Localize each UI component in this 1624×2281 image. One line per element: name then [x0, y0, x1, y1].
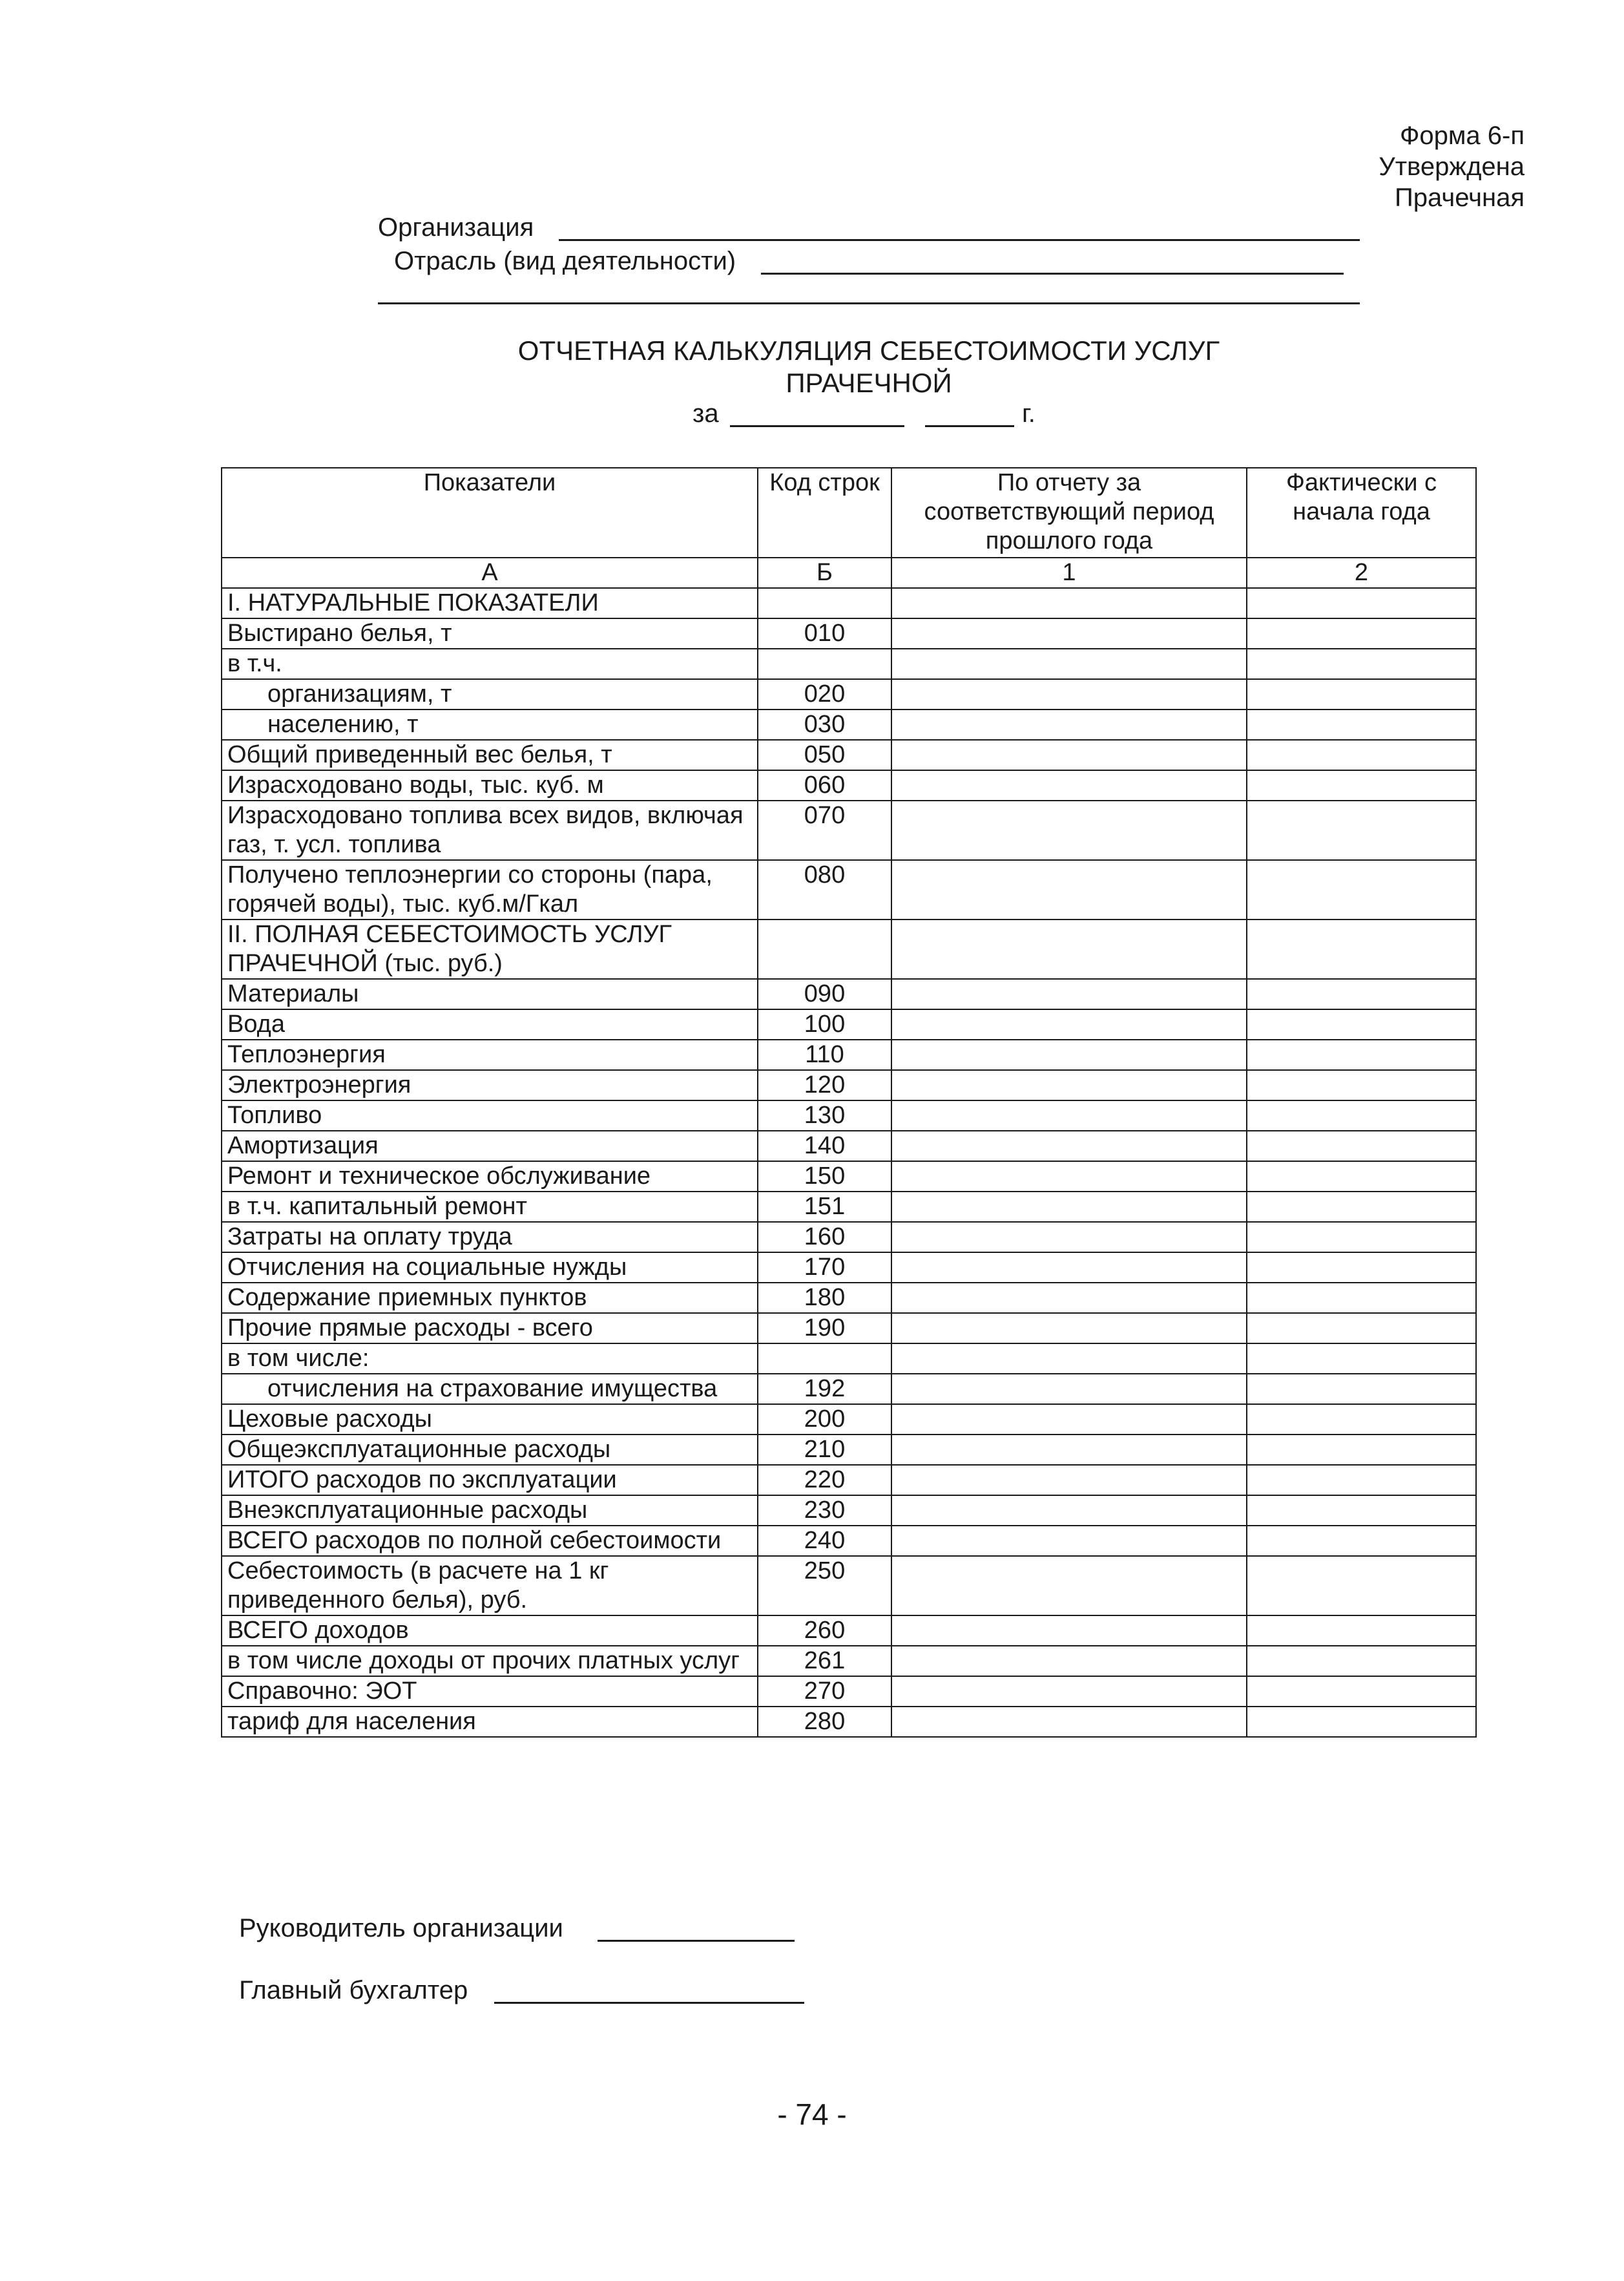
- cell-actual-ytd[interactable]: [1247, 1374, 1476, 1404]
- row-code: [758, 649, 891, 679]
- cell-actual-ytd[interactable]: [1247, 860, 1476, 920]
- title-line-1: ОТЧЕТНАЯ КАЛЬКУЛЯЦИЯ СЕБЕСТОИМОСТИ УСЛУГ: [517, 335, 1220, 366]
- table-row: [222, 1161, 1476, 1192]
- row-code: 151: [758, 1192, 891, 1222]
- row-code: 170: [758, 1252, 891, 1283]
- form-header: [1379, 120, 1525, 213]
- table-row: [222, 618, 1476, 649]
- header-indicators: Показатели: [222, 468, 758, 558]
- table-row: [222, 801, 1476, 860]
- table-row: [222, 1615, 1476, 1646]
- cell-previous-period[interactable]: [891, 710, 1247, 740]
- cell-actual-ytd[interactable]: [1247, 1404, 1476, 1435]
- cell-previous-period[interactable]: [891, 979, 1247, 1009]
- table-row: [222, 1707, 1476, 1737]
- table-row: [222, 710, 1476, 740]
- row-label: Теплоэнергия: [222, 1040, 758, 1070]
- cell-actual-ytd[interactable]: [1247, 1526, 1476, 1556]
- table-body: [222, 588, 1476, 1737]
- branch-field-continuation[interactable]: [378, 302, 1360, 304]
- form-type: Прачечная: [1395, 184, 1525, 212]
- cell-actual-ytd[interactable]: [1247, 1192, 1476, 1222]
- header-actual-ytd: Фактически с начала года: [1247, 468, 1476, 558]
- cell-actual-ytd[interactable]: [1247, 1009, 1476, 1040]
- row-code: 261: [758, 1646, 891, 1676]
- title-line-2: ПРАЧЕЧНОЙ: [786, 368, 952, 398]
- table-row: [222, 1676, 1476, 1707]
- row-code: 090: [758, 979, 891, 1009]
- form-approved: Утверждена: [1379, 152, 1525, 181]
- table-row: [222, 1465, 1476, 1495]
- row-label: Вода: [222, 1009, 758, 1040]
- calculation-table: [221, 467, 1477, 1738]
- table-row: [222, 1313, 1476, 1343]
- header-previous-period: По отчету за соответствующий период прошлого года: [891, 468, 1247, 558]
- row-label: Амортизация: [222, 1131, 758, 1161]
- table-row: [222, 1222, 1476, 1252]
- table-row: [222, 740, 1476, 770]
- row-label: Общеэксплуатационные расходы: [222, 1435, 758, 1465]
- period-field-1[interactable]: [730, 425, 904, 427]
- period-prefix: за: [692, 399, 719, 428]
- table-row: [222, 1374, 1476, 1404]
- cell-previous-period[interactable]: [891, 618, 1247, 649]
- row-label: ВСЕГО расходов по полной себестоимости: [222, 1526, 758, 1556]
- table-row: [222, 1131, 1476, 1161]
- period-suffix: г.: [1022, 399, 1036, 428]
- cell-actual-ytd[interactable]: [1247, 1252, 1476, 1283]
- row-code: 120: [758, 1070, 891, 1100]
- cell-previous-period[interactable]: [891, 1283, 1247, 1313]
- table-row: [222, 1526, 1476, 1556]
- row-code: 080: [758, 860, 891, 920]
- table-row: [222, 1646, 1476, 1676]
- cell-actual-ytd[interactable]: [1247, 679, 1476, 710]
- row-label: Израсходовано топлива всех видов, включая газ, т. усл. топлива: [222, 801, 758, 860]
- row-label: Выстирано белья, т: [222, 618, 758, 649]
- table-row: [222, 1252, 1476, 1283]
- cell-previous-period[interactable]: [891, 1252, 1247, 1283]
- row-code: 020: [758, 679, 891, 710]
- accountant-signature-label: Главный бухгалтер: [239, 1976, 468, 2004]
- cell-previous-period[interactable]: [891, 860, 1247, 920]
- cell-previous-period[interactable]: [891, 588, 1247, 618]
- table-row: [222, 1100, 1476, 1131]
- cell-actual-ytd[interactable]: [1247, 618, 1476, 649]
- column-letter: 2: [1247, 558, 1476, 588]
- column-letter: 1: [891, 558, 1247, 588]
- row-label: I. НАТУРАЛЬНЫЕ ПОКАЗАТЕЛИ: [222, 588, 758, 618]
- cell-previous-period[interactable]: [891, 920, 1247, 979]
- row-label: ВСЕГО доходов: [222, 1615, 758, 1646]
- cell-actual-ytd[interactable]: [1247, 1100, 1476, 1131]
- cell-previous-period[interactable]: [891, 1131, 1247, 1161]
- cell-actual-ytd[interactable]: [1247, 770, 1476, 801]
- cell-actual-ytd[interactable]: [1247, 1707, 1476, 1737]
- head-signature-label: Руководитель организации: [239, 1914, 563, 1942]
- row-label: Отчисления на социальные нужды: [222, 1252, 758, 1283]
- row-code: 180: [758, 1283, 891, 1313]
- row-label: Электроэнергия: [222, 1070, 758, 1100]
- row-label: Цеховые расходы: [222, 1404, 758, 1435]
- table-row: [222, 1009, 1476, 1040]
- cell-previous-period[interactable]: [891, 770, 1247, 801]
- cell-actual-ytd[interactable]: [1247, 710, 1476, 740]
- table-row: [222, 679, 1476, 710]
- row-code: 210: [758, 1435, 891, 1465]
- cell-previous-period[interactable]: [891, 1343, 1247, 1374]
- table-row: [222, 979, 1476, 1009]
- cell-actual-ytd[interactable]: [1247, 740, 1476, 770]
- cell-previous-period[interactable]: [891, 1435, 1247, 1465]
- cell-actual-ytd[interactable]: [1247, 1646, 1476, 1676]
- table-row: [222, 1495, 1476, 1526]
- row-code: 110: [758, 1040, 891, 1070]
- cell-previous-period[interactable]: [891, 1192, 1247, 1222]
- row-label: Материалы: [222, 979, 758, 1009]
- table-row: [222, 1343, 1476, 1374]
- cell-previous-period[interactable]: [891, 679, 1247, 710]
- table-row: [222, 920, 1476, 979]
- row-label: тариф для населения: [222, 1707, 758, 1737]
- row-label: Получено теплоэнергии со стороны (пара, горячей воды), тыс. куб.м/Гкал: [222, 860, 758, 920]
- cell-actual-ytd[interactable]: [1247, 1131, 1476, 1161]
- row-label: Себестоимость (в расчете на 1 кг приведенного белья), руб.: [222, 1556, 758, 1615]
- cell-actual-ytd[interactable]: [1247, 588, 1476, 618]
- cell-previous-period[interactable]: [891, 1040, 1247, 1070]
- row-code: 100: [758, 1009, 891, 1040]
- header-code: Код строк: [758, 468, 891, 558]
- row-label: Топливо: [222, 1100, 758, 1131]
- cell-previous-period[interactable]: [891, 740, 1247, 770]
- table-row: [222, 1192, 1476, 1222]
- row-label: населению, т: [222, 710, 758, 740]
- cell-previous-period[interactable]: [891, 1646, 1247, 1676]
- head-signature-field[interactable]: [598, 1940, 795, 1942]
- branch-label: Отрасль (вид деятельности): [394, 247, 736, 275]
- table-column-letters-row: [222, 558, 1476, 588]
- row-code: 192: [758, 1374, 891, 1404]
- cell-previous-period[interactable]: [891, 1404, 1247, 1435]
- row-code: 070: [758, 801, 891, 860]
- cell-actual-ytd[interactable]: [1247, 1070, 1476, 1100]
- cell-previous-period[interactable]: [891, 1100, 1247, 1131]
- table-row: [222, 1556, 1476, 1615]
- row-code: 160: [758, 1222, 891, 1252]
- cell-previous-period[interactable]: [891, 1676, 1247, 1707]
- cell-previous-period[interactable]: [891, 649, 1247, 679]
- row-label: Ремонт и техническое обслуживание: [222, 1161, 758, 1192]
- period-field-2[interactable]: [925, 425, 1014, 427]
- row-code: 240: [758, 1526, 891, 1556]
- row-code: 250: [758, 1556, 891, 1615]
- cell-actual-ytd[interactable]: [1247, 920, 1476, 979]
- cell-previous-period[interactable]: [891, 1465, 1247, 1495]
- cell-actual-ytd[interactable]: [1247, 801, 1476, 860]
- cell-actual-ytd[interactable]: [1247, 1343, 1476, 1374]
- table-row: [222, 649, 1476, 679]
- row-code: 030: [758, 710, 891, 740]
- row-code: 130: [758, 1100, 891, 1131]
- accountant-signature-field[interactable]: [494, 2002, 804, 2004]
- row-code: 190: [758, 1313, 891, 1343]
- row-code: 200: [758, 1404, 891, 1435]
- cell-previous-period[interactable]: [891, 1526, 1247, 1556]
- cell-actual-ytd[interactable]: [1247, 1040, 1476, 1070]
- cell-previous-period[interactable]: [891, 1495, 1247, 1526]
- row-code: [758, 920, 891, 979]
- row-label: Внеэксплуатационные расходы: [222, 1495, 758, 1526]
- row-label: в том числе:: [222, 1343, 758, 1374]
- row-label: Прочие прямые расходы - всего: [222, 1313, 758, 1343]
- row-code: 050: [758, 740, 891, 770]
- cell-previous-period[interactable]: [891, 1556, 1247, 1615]
- cell-actual-ytd[interactable]: [1247, 1222, 1476, 1252]
- table-row: [222, 1070, 1476, 1100]
- table-row: [222, 588, 1476, 618]
- row-code: 270: [758, 1676, 891, 1707]
- row-code: 220: [758, 1465, 891, 1495]
- table-header-row: [222, 468, 1476, 558]
- row-code: 150: [758, 1161, 891, 1192]
- row-code: 010: [758, 618, 891, 649]
- cell-previous-period[interactable]: [891, 1374, 1247, 1404]
- organization-label: Организация: [378, 213, 534, 242]
- row-label: в т.ч. капитальный ремонт: [222, 1192, 758, 1222]
- cell-previous-period[interactable]: [891, 1070, 1247, 1100]
- cell-previous-period[interactable]: [891, 1009, 1247, 1040]
- table-row: [222, 1040, 1476, 1070]
- cell-previous-period[interactable]: [891, 801, 1247, 860]
- row-code: 140: [758, 1131, 891, 1161]
- row-label: Справочно: ЭОТ: [222, 1676, 758, 1707]
- cell-actual-ytd[interactable]: [1247, 1495, 1476, 1526]
- row-label: организациям, т: [222, 679, 758, 710]
- cell-actual-ytd[interactable]: [1247, 1465, 1476, 1495]
- column-letter: Б: [758, 558, 891, 588]
- row-label: отчисления на страхование имущества: [222, 1374, 758, 1404]
- row-label: II. ПОЛНАЯ СЕБЕСТОИМОСТЬ УСЛУГ ПРАЧЕЧНОЙ (тыс. руб.): [222, 920, 758, 979]
- cell-previous-period[interactable]: [891, 1707, 1247, 1737]
- column-letter: А: [222, 558, 758, 588]
- row-label: в т.ч.: [222, 649, 758, 679]
- row-code: [758, 1343, 891, 1374]
- row-code: 260: [758, 1615, 891, 1646]
- cell-actual-ytd[interactable]: [1247, 1283, 1476, 1313]
- form-number: Форма 6-п: [1400, 121, 1525, 150]
- row-code: 280: [758, 1707, 891, 1737]
- cell-actual-ytd[interactable]: [1247, 1556, 1476, 1615]
- table-row: [222, 860, 1476, 920]
- row-code: 230: [758, 1495, 891, 1526]
- row-label: Содержание приемных пунктов: [222, 1283, 758, 1313]
- cell-previous-period[interactable]: [891, 1161, 1247, 1192]
- branch-field[interactable]: [761, 273, 1344, 275]
- report-title: [378, 335, 1360, 399]
- cell-previous-period[interactable]: [891, 1313, 1247, 1343]
- row-code: 060: [758, 770, 891, 801]
- row-label: Общий приведенный вес белья, т: [222, 740, 758, 770]
- cell-actual-ytd[interactable]: [1247, 1676, 1476, 1707]
- row-label: Затраты на оплату труда: [222, 1222, 758, 1252]
- cell-actual-ytd[interactable]: [1247, 1313, 1476, 1343]
- organization-field[interactable]: [559, 239, 1360, 241]
- row-label: ИТОГО расходов по эксплуатации: [222, 1465, 758, 1495]
- cell-previous-period[interactable]: [891, 1615, 1247, 1646]
- page-number: - 74 -: [777, 2097, 847, 2131]
- cell-actual-ytd[interactable]: [1247, 649, 1476, 679]
- cell-actual-ytd[interactable]: [1247, 979, 1476, 1009]
- row-label: Израсходовано воды, тыс. куб. м: [222, 770, 758, 801]
- table-row: [222, 1283, 1476, 1313]
- table-row: [222, 1435, 1476, 1465]
- cell-actual-ytd[interactable]: [1247, 1161, 1476, 1192]
- cell-previous-period[interactable]: [891, 1222, 1247, 1252]
- row-code: [758, 588, 891, 618]
- cell-actual-ytd[interactable]: [1247, 1615, 1476, 1646]
- table-row: [222, 770, 1476, 801]
- row-label: в том числе доходы от прочих платных услуг: [222, 1646, 758, 1676]
- cell-actual-ytd[interactable]: [1247, 1435, 1476, 1465]
- table-row: [222, 1404, 1476, 1435]
